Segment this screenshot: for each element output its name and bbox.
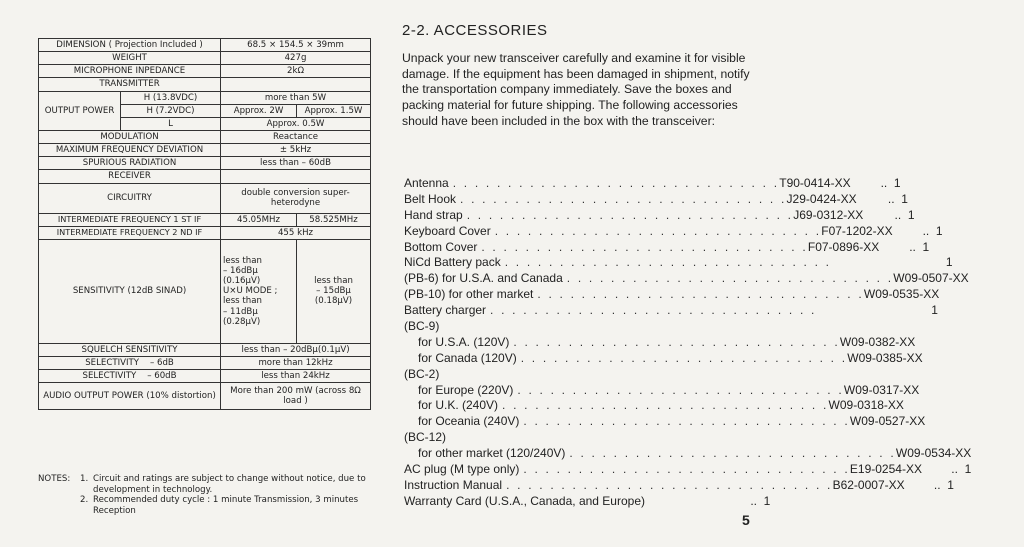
accessory-row <box>404 239 930 256</box>
accessory-name: for U.K. (240V) <box>418 398 499 413</box>
accessory-name: Belt Hook <box>404 191 457 206</box>
leader-dots: . . . . . . . . . . . . . . . . . . . . . . . . . . . . . . <box>537 287 864 302</box>
if1-value-b: 58.525MHz <box>297 213 371 226</box>
accessories-list <box>404 176 972 510</box>
accessory-part-number: W09-0385-XX <box>847 350 923 365</box>
accessory-name: Bottom Cover <box>404 239 478 254</box>
accessory-part-number: B62-0007-XX <box>832 477 905 492</box>
accessory-row <box>404 303 938 319</box>
output-h138-label: H (13.8VDC) <box>121 91 221 104</box>
accessory-part-number: J29-0424-XX <box>786 191 857 206</box>
output-h72-value-a: Approx. 2W <box>221 104 297 117</box>
audio-output-label: AUDIO OUTPUT POWER (10% distortion) <box>39 383 221 410</box>
notes <box>38 474 378 517</box>
transmitter-blank <box>221 78 371 91</box>
accessory-row <box>404 191 908 208</box>
weight-value: 427g <box>221 52 371 65</box>
accessory-row <box>404 414 926 430</box>
page-number: 5 <box>742 512 750 528</box>
accessory-quantity <box>994 446 1024 462</box>
leader-dots: . . . . . . . . . . . . . . . . . . . . . . . . . . . . . . <box>523 414 850 429</box>
accessory-row <box>404 207 915 224</box>
accessory-part-number: W09-0318-XX <box>828 398 904 413</box>
selectivity-6db-value: more than 12kHz <box>221 356 371 369</box>
accessory-quantity: .. 1 <box>947 462 972 477</box>
accessory-part-number: W09-0535-XX <box>863 287 940 302</box>
leader-dots: . . . . . . . . . . . . . . . . . . . . . . . . . . . . . . <box>517 382 844 397</box>
accessory-row <box>404 398 904 414</box>
accessory-row <box>404 319 734 335</box>
accessory-quantity: .. 1 <box>884 191 908 206</box>
output-h72-value-b: Approx. 1.5W <box>297 104 371 117</box>
accessory-quantity <box>704 430 734 446</box>
intro-paragraph: Unpack your new transceiver carefully and examine it for visible damage. If the equipment has been damaged in shipment, notify the transportation company immediately. Save the boxes and packing material for future shipping. The following accessories should have been included in the box with the transceiver: <box>402 51 750 128</box>
squelch-label: SQUELCH SENSITIVITY <box>39 343 221 356</box>
accessory-quantity <box>938 335 968 351</box>
accessory-name: (BC-12) <box>404 430 447 445</box>
accessory-part-number: F07-0896-XX <box>807 239 880 254</box>
modulation-label: MODULATION <box>39 130 221 143</box>
accessory-quantity: .. 1 <box>747 493 771 508</box>
if2-label: INTERMEDIATE FREQUENCY 2 ND IF <box>39 226 221 239</box>
leader-dots: . . . . . . . . . . . . . . . . . . . . . . . . . . . . . . <box>513 334 840 349</box>
if1-value-a: 45.05MHz <box>221 213 297 226</box>
accessory-name: for Oceania (240V) <box>418 414 520 429</box>
circuitry-label: CIRCUITRY <box>39 183 221 213</box>
sensitivity-line: U×U MODE ; <box>223 286 278 297</box>
dimension-value: 68.5 × 154.5 × 39mm <box>221 39 371 52</box>
receiver-heading: RECEIVER <box>39 170 221 183</box>
max-deviation-value: ± 5kHz <box>221 144 371 157</box>
accessory-part-number <box>606 319 704 335</box>
selectivity-6db-label: SELECTIVITY – 6dB <box>39 356 221 369</box>
accessory-row <box>404 382 920 399</box>
sensitivity-line: – 16dBμ <box>223 265 258 276</box>
sensitivity-line: (0.28μV) <box>223 316 261 327</box>
accessory-quantity <box>704 367 734 383</box>
notes-heading: NOTES: <box>38 474 71 484</box>
accessory-name: Keyboard Cover <box>404 223 491 238</box>
accessory-part-number <box>649 494 747 510</box>
leader-dots: . . . . . . . . . . . . . . . . . . . . . . . . . . . . . . <box>504 255 832 270</box>
if2-value: 455 kHz <box>221 226 371 239</box>
accessory-name: Instruction Manual <box>404 477 503 492</box>
circuitry-value: double conversion super-heterodyne <box>221 183 371 213</box>
sensitivity-line: (0.16μV) <box>223 276 261 287</box>
accessory-quantity <box>942 383 972 399</box>
sensitivity-col-a <box>221 239 297 343</box>
accessory-name: Battery charger <box>404 303 487 318</box>
accessory-name: NiCd Battery pack <box>404 255 501 270</box>
accessory-row <box>404 493 771 510</box>
accessory-part-number: W09-0527-XX <box>849 414 926 429</box>
sensitivity-line: less than <box>223 255 262 266</box>
note-text: Recommended duty cycle : 1 minute Transmission, 3 minutes Reception <box>93 495 359 517</box>
weight-label: WEIGHT <box>39 52 221 65</box>
mic-impedance-label: MICROPHONE INPEDANCE <box>39 65 221 78</box>
leader-dots: . . . . . . . . . . . . . . . . . . . . . . . . . . . . . . <box>490 303 817 318</box>
accessory-row <box>404 271 969 287</box>
selectivity-60db-label: SELECTIVITY – 60dB <box>39 370 221 383</box>
leader-dots <box>439 367 606 383</box>
leader-dots <box>446 430 606 446</box>
accessory-name: (BC-9) <box>404 319 440 334</box>
accessory-row <box>404 430 734 446</box>
note-item <box>38 495 378 516</box>
accessory-row <box>404 176 901 192</box>
accessory-part-number <box>831 255 929 271</box>
note-number: 1. <box>80 474 89 484</box>
accessory-part-number: W09-0317-XX <box>843 382 920 397</box>
sensitivity-line: – 11dBμ <box>223 306 258 317</box>
output-l-label: L <box>121 117 221 130</box>
accessory-part-number <box>606 430 704 446</box>
accessory-quantity <box>945 351 975 367</box>
output-l-value: Approx. 0.5W <box>221 117 371 130</box>
transmitter-heading: TRANSMITTER <box>39 78 221 91</box>
accessory-part-number <box>606 367 704 383</box>
accessory-part-number: W09-0507-XX <box>893 271 969 286</box>
accessory-quantity: .. 1 <box>919 223 943 238</box>
accessory-name: for other market (120/240V) <box>418 446 566 461</box>
accessory-part-number: T90-0414-XX <box>779 176 851 190</box>
spurious-label: SPURIOUS RADIATION <box>39 157 221 170</box>
accessory-part-number: J69-0312-XX <box>793 207 864 222</box>
note-item <box>38 474 378 495</box>
squelch-value: less than – 20dBμ(0.1μV) <box>221 343 371 356</box>
accessory-row <box>404 462 972 478</box>
leader-dots: . . . . . . . . . . . . . . . . . . . . . . . . . . . . . . <box>502 398 829 413</box>
accessory-quantity: .. 1 <box>930 477 954 492</box>
modulation-value: Reactance <box>221 130 371 143</box>
accessory-name: for U.S.A. (120V) <box>418 334 510 349</box>
accessory-name: Warranty Card (U.S.A., Canada, and Europe) <box>404 493 645 508</box>
accessory-row <box>404 367 734 383</box>
accessory-part-number: W09-0382-XX <box>839 334 916 349</box>
accessory-name: (PB-6) for U.S.A. and Canada <box>404 271 563 286</box>
output-power-label: OUTPUT POWER <box>39 91 121 130</box>
accessory-row <box>404 446 972 462</box>
accessory-quantity: .. 1 <box>905 239 930 254</box>
accessory-row <box>404 287 940 303</box>
sensitivity-line: – 15dBμ <box>316 286 351 297</box>
accessory-quantity: 1 <box>914 303 938 318</box>
dimension-label: DIMENSION ( Projection Included ) <box>39 39 221 52</box>
leader-dots: . . . . . . . . . . . . . . . . . . . . . . . . . . . . . . <box>460 191 787 206</box>
leader-dots: . . . . . . . . . . . . . . . . . . . . . . . . . . . . . . <box>494 223 822 238</box>
sensitivity-col-b <box>297 239 371 343</box>
accessory-part-number: E19-0254-XX <box>849 462 922 477</box>
audio-output-value: More than 200 mW (across 8Ω load ) <box>221 383 371 410</box>
accessory-name: Antenna <box>404 176 449 190</box>
accessory-name: for Europe (220V) <box>418 382 514 397</box>
accessory-row <box>404 255 953 271</box>
max-deviation-label: MAXIMUM FREQUENCY DEVIATION <box>39 144 221 157</box>
leader-dots: . . . . . . . . . . . . . . . . . . . . . . . . . . . . . . <box>566 271 894 286</box>
leader-dots: . . . . . . . . . . . . . . . . . . . . . . . . . . . . . . <box>520 350 848 365</box>
accessory-quantity <box>948 414 978 430</box>
receiver-blank <box>221 170 371 183</box>
accessory-quantity <box>927 398 957 414</box>
note-number: 2. <box>80 495 89 506</box>
accessory-quantity: .. 1 <box>877 176 901 190</box>
accessory-quantity <box>991 271 1021 287</box>
accessory-part-number: W09-0534-XX <box>895 446 972 461</box>
accessory-quantity: .. 1 <box>891 207 915 222</box>
accessory-quantity: 1 <box>929 255 953 270</box>
accessory-part-number <box>817 303 915 319</box>
accessory-quantity <box>704 319 734 335</box>
if1-label: INTERMEDIATE FREQUENCY 1 ST IF <box>39 213 221 226</box>
selectivity-60db-value: less than 24kHz <box>221 370 371 383</box>
sensitivity-label: SENSITIVITY (12dB SINAD) <box>39 239 221 343</box>
accessory-name: Hand strap <box>404 207 463 222</box>
spurious-value: less than – 60dB <box>221 157 371 170</box>
section-title: 2-2. ACCESSORIES <box>402 22 548 39</box>
sensitivity-line: less than <box>314 276 353 287</box>
leader-dots: . . . . . . . . . . . . . . . . . . . . . . . . . . . . . . <box>569 446 896 461</box>
leader-dots: . . . . . . . . . . . . . . . . . . . . . . . . . . . . . . <box>506 477 833 492</box>
leader-dots: . . . . . . . . . . . . . . . . . . . . . . . . . . . . . . <box>452 176 780 190</box>
leader-dots: . . . . . . . . . . . . . . . . . . . . . . . . . . . . . . <box>466 207 794 222</box>
sensitivity-line: less than <box>223 296 262 307</box>
accessory-name: (BC-2) <box>404 366 440 381</box>
leader-dots: . . . . . . . . . . . . . . . . . . . . . . . . . . . . . . <box>481 239 808 254</box>
accessory-part-number: F07-1202-XX <box>821 223 893 238</box>
leader-dots: . . . . . . . . . . . . . . . . . . . . . . . . . . . . . . <box>523 462 850 477</box>
note-text: Circuit and ratings are subject to change without notice, due to development in technology. <box>93 474 366 495</box>
output-h72-label: H (7.2VDC) <box>121 104 221 117</box>
output-h138-value: more than 5W <box>221 91 371 104</box>
accessory-row <box>404 350 923 367</box>
accessory-name: AC plug (M type only) <box>404 462 520 477</box>
accessory-name: (PB-10) for other market <box>404 287 534 302</box>
accessory-row <box>404 223 943 240</box>
leader-dots <box>439 319 606 335</box>
accessory-name: for Canada (120V) <box>418 350 517 365</box>
sensitivity-line: (0.18μV) <box>314 296 353 307</box>
specification-table <box>38 38 371 410</box>
accessory-row <box>404 477 954 494</box>
mic-impedance-value: 2kΩ <box>221 65 371 78</box>
accessory-row <box>404 334 916 351</box>
accessory-quantity <box>962 287 992 303</box>
